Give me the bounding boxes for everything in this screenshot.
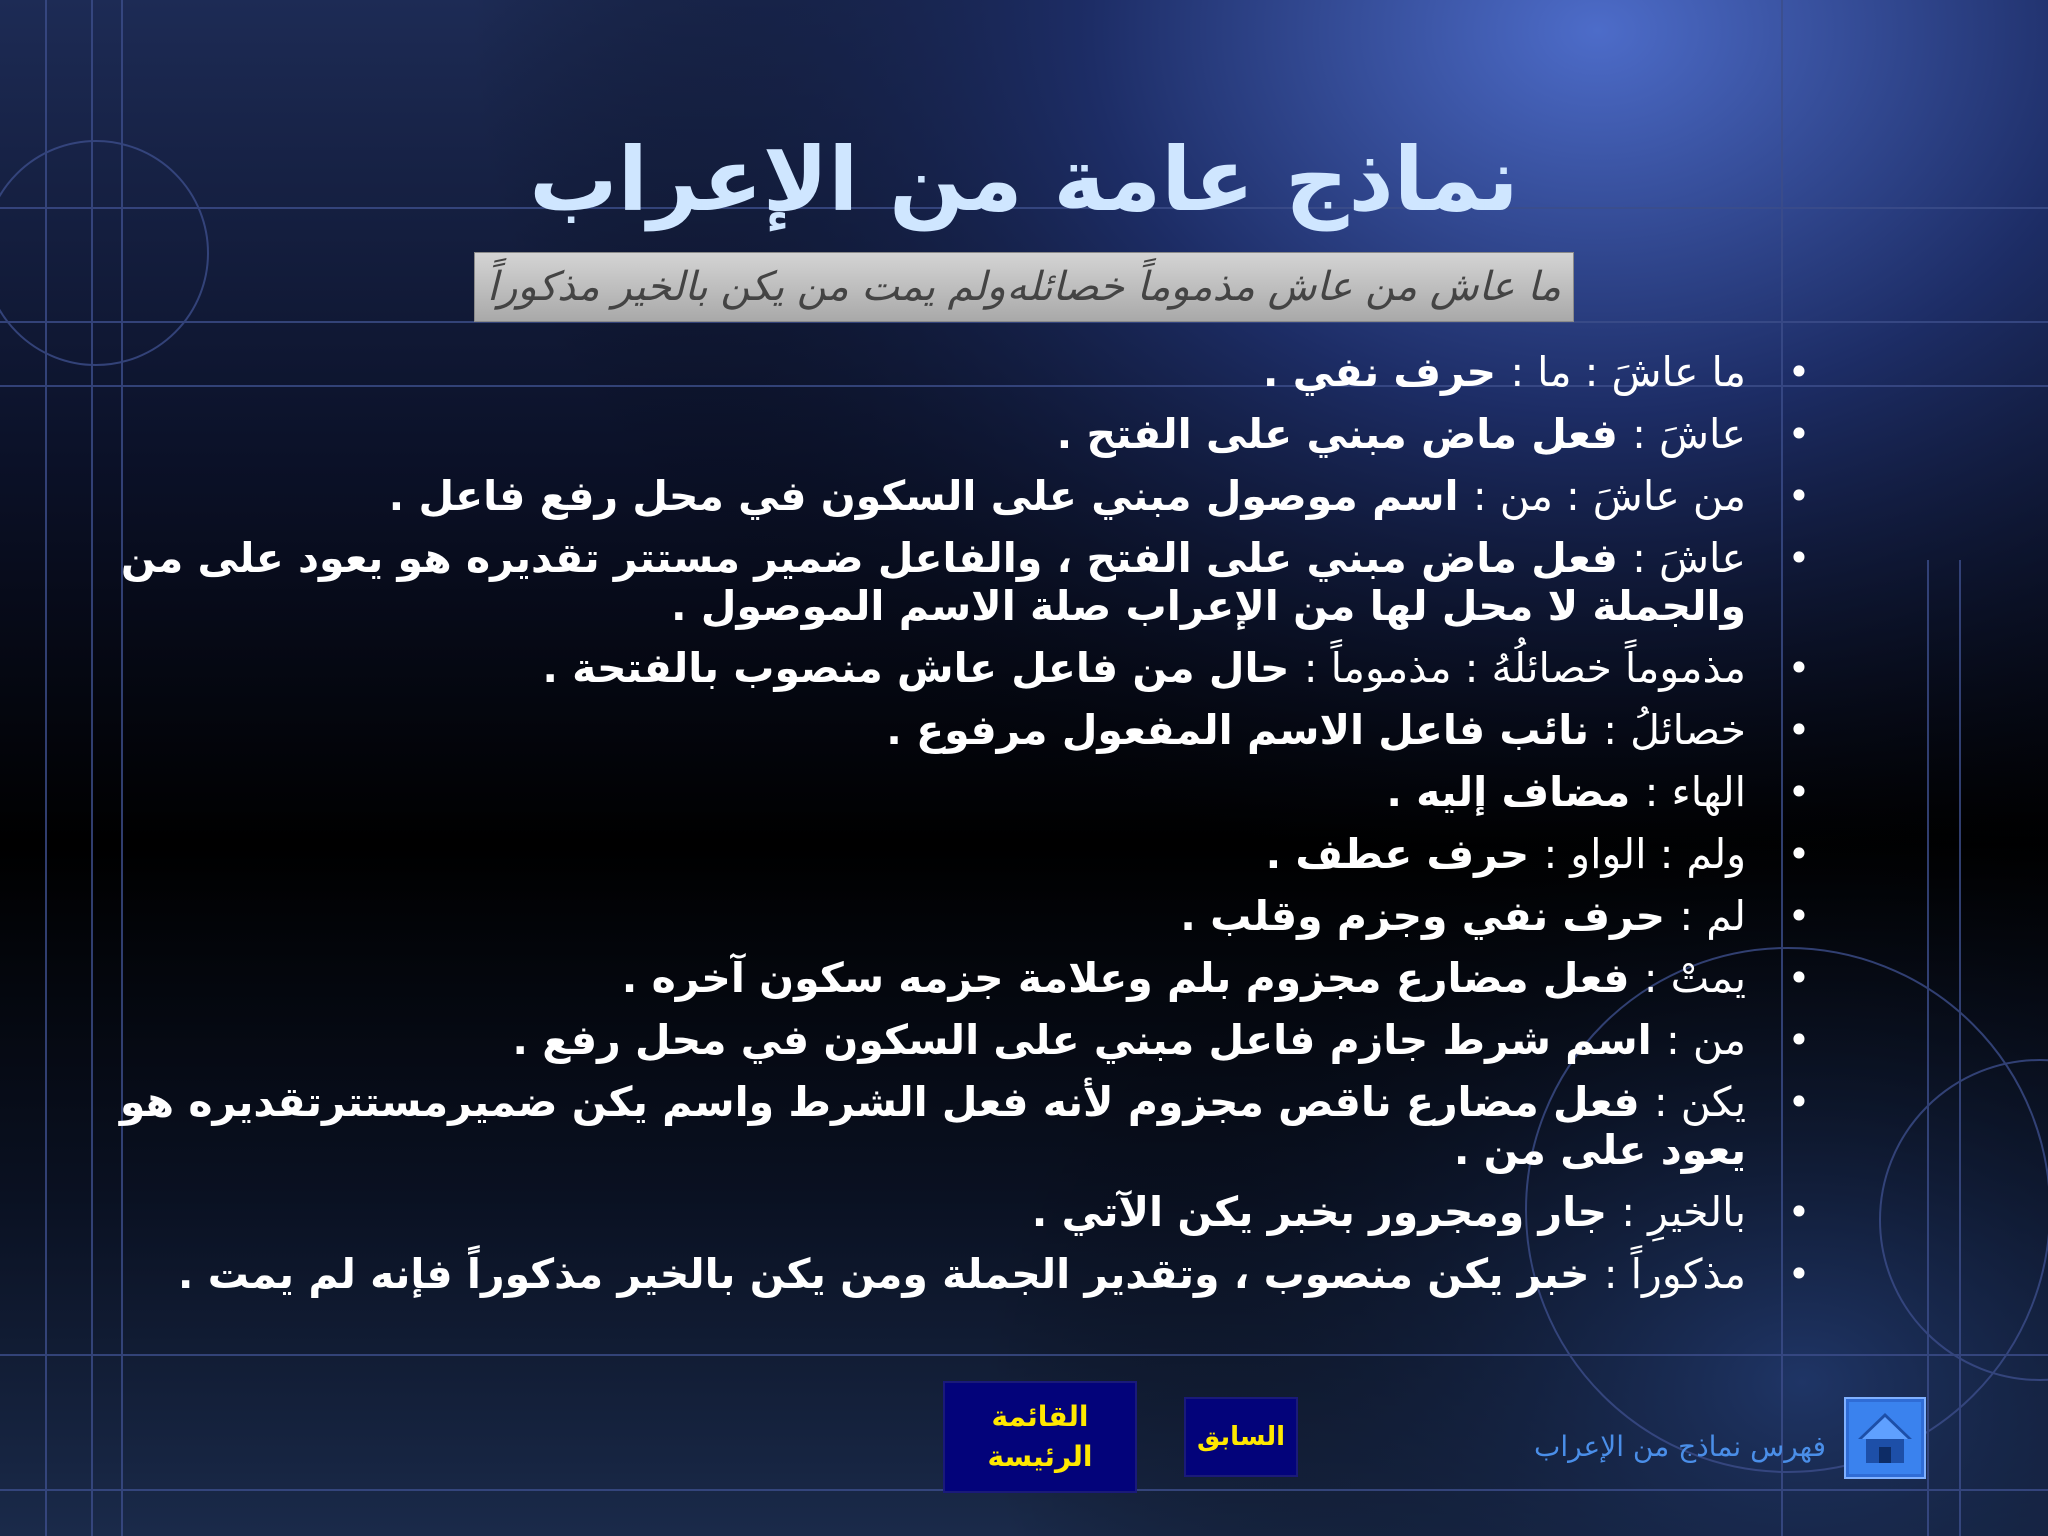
main-menu-label-line1: القائمة (991, 1400, 1089, 1433)
list-item (114, 768, 1814, 816)
item-label: مذموماً خصائلُهُ : مذموماً : (1303, 644, 1746, 692)
list-item (114, 830, 1814, 878)
item-label: عاشَ : (1632, 410, 1746, 458)
home-icon[interactable] (1844, 1397, 1926, 1479)
list-item (114, 1016, 1814, 1064)
list-item (114, 348, 1814, 396)
item-description: حال من فاعل عاش منصوب بالفتحة . (542, 644, 1304, 692)
previous-button[interactable]: السابق (1184, 1397, 1298, 1477)
bullet-icon: • (1787, 536, 1811, 580)
item-description: مضاف إليه . (1386, 768, 1645, 816)
bullet-icon: • (1787, 1080, 1811, 1124)
item-description: فعل مضارع مجزوم بلم وعلامة جزمه سكون آخره . (621, 954, 1644, 1002)
item-description: خبر يكن منصوب ، وتقدير الجملة ومن يكن بالخير مذكوراً فإنه لم يمت . (177, 1250, 1604, 1298)
item-label: الهاء : (1644, 768, 1746, 816)
bullet-icon: • (1787, 1252, 1811, 1296)
bullet-icon: • (1787, 894, 1811, 938)
item-label: يكن : (1653, 1078, 1746, 1126)
item-description: نائب فاعل الاسم المفعول مرفوع . (886, 706, 1604, 754)
verse-right-half: ما عاش من عاش مذموماً خصائله (1006, 264, 1561, 310)
item-label: من عاشَ : من : (1472, 472, 1746, 520)
list-item (114, 706, 1814, 754)
parsing-list (114, 348, 1814, 1312)
verse-left-half: ولم يمت من يكن بالخير مذكوراً (487, 264, 1006, 310)
item-description: حرف نفي وجزم وقلب . (1180, 892, 1680, 940)
slide-title: نماذج عامة من الإعراب (529, 128, 1519, 231)
item-label: ما عاشَ : ما : (1510, 348, 1746, 396)
list-item (114, 1188, 1814, 1236)
item-label: يمتْ : (1643, 954, 1746, 1002)
item-label: من : (1665, 1016, 1746, 1064)
bullet-icon: • (1787, 708, 1811, 752)
bullet-icon: • (1787, 832, 1811, 876)
item-label: خصائلُ : (1603, 706, 1746, 754)
item-description: جار ومجرور بخبر يكن الآتي . (1031, 1188, 1622, 1236)
bullet-icon: • (1787, 646, 1811, 690)
bullet-icon: • (1787, 474, 1811, 518)
bullet-icon: • (1787, 956, 1811, 1000)
list-item (114, 644, 1814, 692)
item-description: فعل مضارع ناقص مجزوم لأنه فعل الشرط واسم يكن ضميرمستترتقديره هو يعود على من . (119, 1078, 1746, 1174)
item-description: حرف عطف . (1265, 830, 1544, 878)
item-label: لم : (1679, 892, 1746, 940)
list-item (114, 472, 1814, 520)
item-label: ولم : الواو : (1543, 830, 1746, 878)
bullet-icon: • (1787, 1018, 1811, 1062)
verse-image (474, 252, 1574, 322)
list-item (114, 954, 1814, 1002)
bullet-icon: • (1787, 1190, 1811, 1234)
bullet-icon: • (1787, 412, 1811, 456)
item-description: فعل ماض مبني على الفتح ، والفاعل ضمير مستتر تقديره هو يعود على من والجملة لا محل لها من الإعراب صلة الاسم الموصول . (120, 534, 1746, 630)
item-description: اسم شرط جازم فاعل مبني على السكون في محل رفع . (512, 1016, 1666, 1064)
item-description: حرف نفي . (1262, 348, 1511, 396)
bullet-icon: • (1787, 770, 1811, 814)
item-description: اسم موصول مبني على السكون في محل رفع فاعل . (388, 472, 1473, 520)
list-item (114, 1078, 1814, 1174)
list-item (114, 534, 1814, 630)
item-description: فعل ماض مبني على الفتح . (1056, 410, 1633, 458)
item-label: عاشَ : (1632, 534, 1746, 582)
bullet-icon: • (1787, 350, 1811, 394)
item-label: بالخيرِ : (1621, 1188, 1746, 1236)
list-item (114, 892, 1814, 940)
list-item (114, 1250, 1814, 1298)
main-menu-button[interactable] (943, 1381, 1137, 1493)
main-menu-label-line2: الرئيسة (987, 1440, 1093, 1473)
index-link[interactable]: فهرس نماذج من الإعراب (1533, 1430, 1826, 1463)
item-label: مذكوراً : (1603, 1250, 1746, 1298)
list-item (114, 410, 1814, 458)
